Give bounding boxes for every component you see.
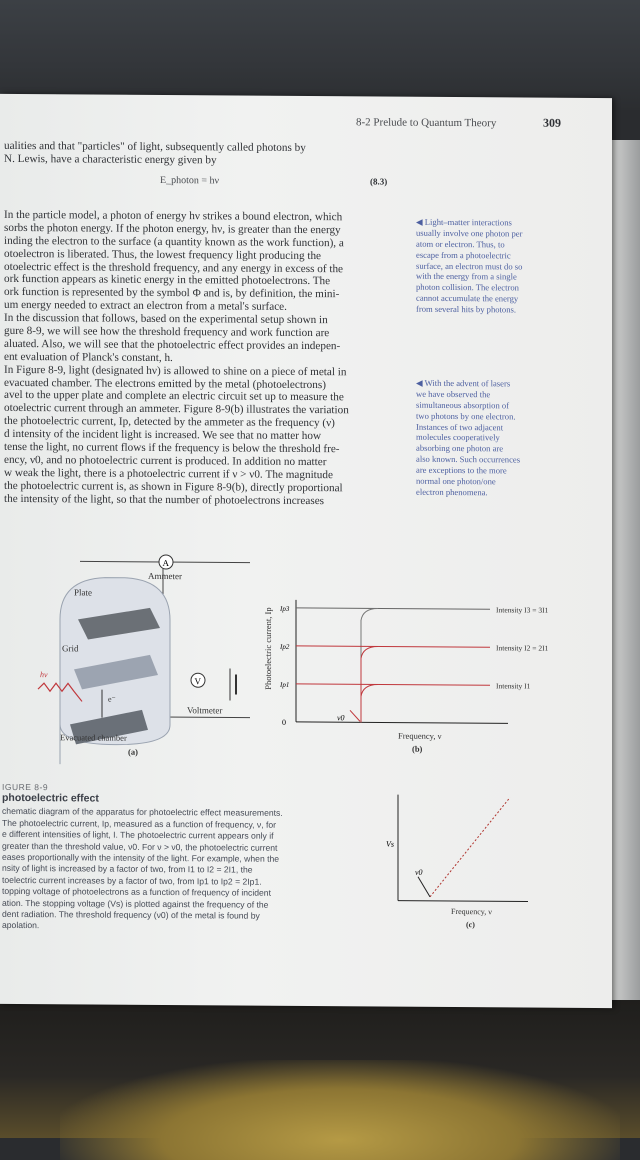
figc-x-axis bbox=[398, 901, 528, 902]
figb-tick-label: Ip1 bbox=[280, 680, 290, 689]
figb-xlabel: Frequency, ν bbox=[398, 730, 442, 741]
figb-legend-label: Intensity I3 = 3I1 bbox=[496, 605, 549, 615]
panel-c-label: (c) bbox=[466, 920, 475, 930]
text-line: um energy needed to extract an electron from a metal's surface. bbox=[4, 299, 287, 314]
text-line: In the particle model, a photon of energy hν strikes a bound electron, which bbox=[4, 208, 343, 224]
ammeter-label: Ammeter bbox=[148, 570, 182, 582]
text-line: inding the electron to the surface (a quantity known as the work function), a bbox=[4, 234, 344, 250]
figb-tick-label: Ip2 bbox=[280, 642, 290, 651]
text-line: In the discussion that follows, based on the experimental setup shown in bbox=[4, 312, 328, 327]
margin-note-light-matter bbox=[416, 217, 576, 316]
text-line: the photoelectric current, Ip, detected by the ammeter as the frequency (ν) bbox=[4, 415, 335, 430]
text-line: ualities and that "particles" of light, subsequently called photons by bbox=[4, 139, 306, 154]
caption-line: apolation. bbox=[2, 920, 40, 931]
body-paragraph bbox=[4, 209, 406, 508]
figb-threshold-arrow bbox=[350, 710, 360, 721]
fabric-background bbox=[60, 1060, 620, 1160]
margin-note-line: usually involve one photon per bbox=[416, 227, 523, 239]
figb-level-line bbox=[296, 608, 490, 609]
chamber-label: Evacuated chamber bbox=[60, 732, 127, 743]
margin-note-line: we have observed the bbox=[416, 388, 491, 400]
text-line: ency, ν0, and no photoelectric current is produced. In addition no matter bbox=[4, 453, 327, 469]
electron-label: e⁻ bbox=[108, 694, 116, 704]
ammeter-symbol: A bbox=[162, 557, 169, 569]
caption-line: nsity of light is increased by a factor of two, from I1 to I2 = 2I1, the bbox=[2, 863, 253, 875]
figc-stopping-line bbox=[430, 797, 510, 898]
figb-level-line bbox=[296, 684, 490, 685]
text-line: the intensity of the light, so that the number of photoelectrons increases bbox=[4, 492, 325, 507]
margin-note-line: surface, an electron must do so bbox=[416, 260, 523, 272]
text-line: sorbs the photon energy. If the photon energy, hν, is greater than the energy bbox=[4, 221, 341, 237]
figc-threshold-arrow bbox=[418, 877, 430, 897]
text-line: In Figure 8-9, light (designated hν) is allowed to shine on a piece of metal in bbox=[4, 363, 347, 378]
margin-note-line: simultaneous absorption of bbox=[416, 399, 510, 411]
margin-note-line: ◀ Light–matter interactions bbox=[416, 216, 512, 228]
margin-note-line: absorbing one photon are bbox=[416, 443, 504, 454]
figb-legend-label: Intensity I2 = 2I1 bbox=[496, 643, 549, 653]
figc-xlabel: Frequency, ν bbox=[451, 907, 492, 917]
text-line: avel to the upper plate and complete an electric circuit set up to measure the bbox=[4, 389, 344, 404]
caption-title: photoelectric effect bbox=[2, 792, 99, 805]
book-page bbox=[0, 94, 612, 1008]
figb-legend-label: Intensity I1 bbox=[496, 681, 531, 691]
margin-note-line: molecules cooperatively bbox=[416, 432, 500, 443]
caption-line: toelectric current increases by a factor of two, from Ip1 to Ip2 = 2Ip1. bbox=[2, 874, 262, 887]
figc-threshold-label: ν0 bbox=[415, 867, 423, 877]
margin-note-line: cannot accumulate the energy bbox=[416, 293, 519, 304]
margin-note-line: two photons by one electron. bbox=[416, 410, 516, 422]
text-line: tense the light, no current flows if the frequency is below the threshold fre- bbox=[4, 440, 340, 456]
margin-note-line: from several hits by photons. bbox=[416, 303, 517, 315]
margin-note-lasers bbox=[416, 378, 576, 499]
text-line: the photoelectric current is, as shown in Figure 8-9(b), directly proportional bbox=[4, 479, 343, 494]
caption-line: dent radiation. The threshold frequency (ν0) of the metal is found by bbox=[2, 908, 260, 921]
background-top bbox=[0, 0, 640, 110]
figure-b-chart bbox=[258, 580, 578, 757]
caption-body bbox=[2, 806, 362, 931]
page-edge bbox=[612, 140, 640, 1000]
caption-line: e different intensities of light, I. The photoelectric current appears only if bbox=[2, 829, 274, 841]
intro-text bbox=[4, 140, 406, 169]
figb-x-axis bbox=[296, 722, 508, 723]
text-line: w weak the light, there is a photoelectric current if ν > ν0. The magnitude bbox=[4, 466, 333, 482]
text-line: d intensity of the incident light is increased. We see that no matter how bbox=[4, 428, 322, 443]
caption-line: greater than the threshold value, ν0. For ν > ν0, the photoelectric current bbox=[2, 840, 278, 853]
margin-note-line: normal one photon/one bbox=[416, 475, 496, 487]
text-line: evacuated chamber. The electrons emitted by the metal (photoelectrons) bbox=[4, 376, 326, 391]
running-head: 8-2 Prelude to Quantum Theory bbox=[356, 116, 497, 130]
voltmeter-symbol: V bbox=[194, 676, 201, 687]
figb-zero-label: 0 bbox=[282, 717, 286, 727]
figb-tick-label: Ip3 bbox=[280, 604, 290, 613]
margin-note-line: Instances of two adjacent bbox=[416, 421, 504, 432]
plate-label: Plate bbox=[74, 587, 92, 598]
page-number: 309 bbox=[543, 115, 561, 130]
panel-b-label: (b) bbox=[412, 743, 423, 754]
text-line: ent evaluation of Planck's constant, h. bbox=[4, 350, 173, 364]
figb-rise-curve bbox=[361, 608, 378, 722]
caption-line: eases proportionally with the intensity of the light. For example, when the bbox=[2, 851, 280, 864]
figb-rise-curve bbox=[361, 684, 378, 722]
margin-note-line: also known. Such occurrences bbox=[416, 454, 521, 465]
text-line: ork function appears as kinetic energy in the emitted photoelectrons. The bbox=[4, 273, 331, 288]
margin-note-line: escape from a photoelectric bbox=[416, 249, 511, 261]
figure-caption bbox=[2, 781, 362, 931]
text-line: ork function is represented by the symbol Φ and is, by definition, the mini- bbox=[4, 286, 340, 301]
figc-ylabel: Vs bbox=[386, 839, 394, 849]
text-line: otoelectric effect is the threshold frequency, and any energy in excess of the bbox=[4, 260, 344, 275]
light-label: hν bbox=[40, 670, 48, 680]
text-line: N. Lewis, have a characteristic energy given by bbox=[4, 152, 217, 167]
grid-label: Grid bbox=[62, 643, 79, 654]
margin-note-line: are exceptions to the more bbox=[416, 464, 507, 476]
text-line: aluated. Also, we will see that the photoelectric effect provides an indepen- bbox=[4, 337, 341, 353]
caption-line: ation. The stopping voltage (Vs) is plotted against the frequency of the bbox=[2, 897, 269, 910]
text-line: otoelectric current through an ammeter. Figure 8-9(b) illustrates the variation bbox=[4, 402, 349, 417]
caption-label: IGURE 8-9 bbox=[2, 781, 49, 793]
margin-note-line: electron phenomena. bbox=[416, 486, 488, 498]
text-line: gure 8-9, we will see how the threshold frequency and work function are bbox=[4, 324, 330, 340]
figure-a-apparatus bbox=[30, 549, 250, 766]
caption-line: chematic diagram of the apparatus for photoelectric effect measurements. bbox=[2, 806, 283, 819]
figure-c-chart bbox=[378, 787, 538, 936]
figb-ylabel: Photoelectric current, Ip bbox=[263, 607, 273, 690]
equation-number: (8.3) bbox=[370, 176, 388, 187]
text-line: otoelectron is liberated. Thus, the lowest frequency light producing the bbox=[4, 247, 321, 262]
figb-level-line bbox=[296, 646, 490, 647]
caption-line: topping voltage of photoelectrons as a function of frequency of incident bbox=[2, 886, 271, 898]
margin-note-line: photon collision. The electron bbox=[416, 282, 519, 293]
equation: E_photon = hν bbox=[160, 174, 220, 187]
margin-note-line: with the energy from a single bbox=[416, 271, 517, 282]
margin-note-line: atom or electron. Thus, to bbox=[416, 238, 505, 250]
panel-a-label: (a) bbox=[128, 746, 138, 757]
margin-note-line: ◀ With the advent of lasers bbox=[416, 377, 511, 389]
figb-threshold-label: ν0 bbox=[337, 713, 345, 723]
circuit-wire-top bbox=[80, 561, 163, 562]
voltmeter-label: Voltmeter bbox=[187, 705, 223, 716]
caption-line: The photoelectric current, Ip, measured as a function of frequency, ν, for bbox=[2, 817, 277, 830]
